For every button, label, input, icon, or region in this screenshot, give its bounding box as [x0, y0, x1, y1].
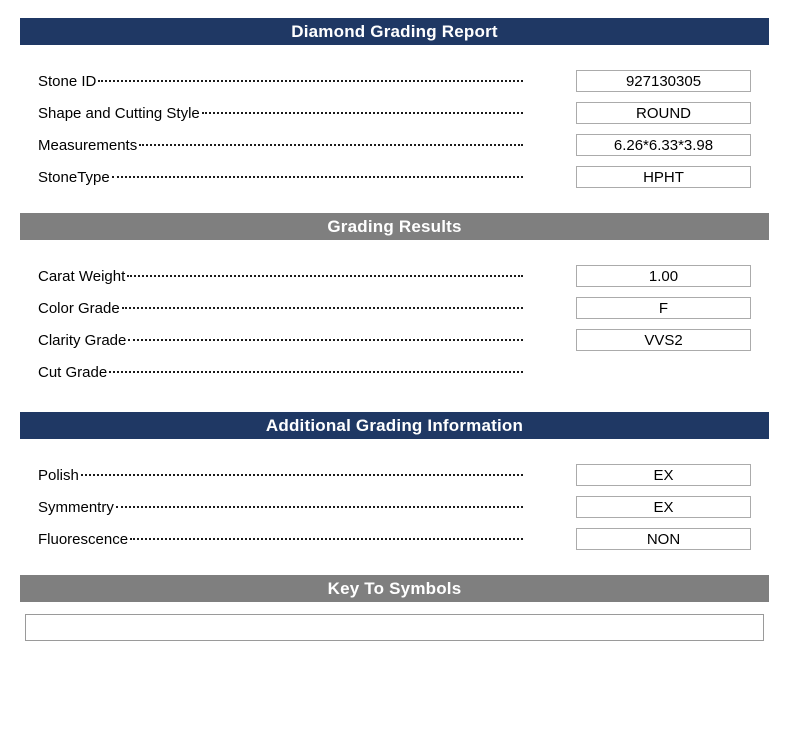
dotted-leader	[98, 80, 523, 82]
additional-grading-section	[20, 439, 769, 563]
section-additional-grading-bar	[20, 412, 769, 439]
report-title: Diamond Grading Report	[291, 21, 498, 41]
dotted-leader	[81, 474, 523, 476]
identification-section	[20, 45, 769, 201]
grading-results-title: Grading Results	[327, 216, 462, 236]
field-row-measurements	[38, 129, 751, 161]
field-row-cut-grade	[38, 356, 751, 388]
field-row-clarity-grade	[38, 324, 751, 356]
fluorescence-value: NON	[576, 528, 751, 550]
stone-id-value: 927130305	[576, 70, 751, 92]
stone-id-label: Stone ID	[38, 72, 97, 90]
polish-value: EX	[576, 464, 751, 486]
field-row-shape	[38, 97, 751, 129]
key-to-symbols-box	[25, 614, 764, 641]
field-row-stone-type	[38, 161, 751, 193]
fluorescence-label: Fluorescence	[38, 530, 129, 548]
measurements-value: 6.26*6.33*3.98	[576, 134, 751, 156]
field-row-fluorescence	[38, 523, 751, 555]
dotted-leader	[130, 538, 523, 540]
section-grading-results-bar	[20, 213, 769, 240]
color-grade-label: Color Grade	[38, 299, 120, 317]
dotted-leader	[122, 307, 523, 309]
stone-type-value: HPHT	[576, 166, 751, 188]
field-row-symmetry	[38, 491, 751, 523]
stone-type-label: StoneType	[38, 168, 110, 186]
field-row-carat-weight	[38, 260, 751, 292]
measurements-label: Measurements	[38, 136, 138, 154]
grading-results-section	[20, 240, 769, 396]
additional-grading-title: Additional Grading Information	[265, 415, 524, 435]
key-to-symbols-title: Key To Symbols	[327, 578, 462, 598]
section-key-to-symbols-bar	[20, 575, 769, 602]
clarity-grade-label: Clarity Grade	[38, 331, 127, 349]
shape-value: ROUND	[576, 102, 751, 124]
dotted-leader	[116, 506, 523, 508]
dotted-leader	[128, 339, 523, 341]
field-row-color-grade	[38, 292, 751, 324]
dotted-leader	[112, 176, 523, 178]
dotted-leader	[109, 371, 523, 373]
report-title-bar	[20, 18, 769, 45]
symmetry-value: EX	[576, 496, 751, 518]
shape-label: Shape and Cutting Style	[38, 104, 200, 122]
clarity-grade-value: VVS2	[576, 329, 751, 351]
polish-label: Polish	[38, 466, 79, 484]
dotted-leader	[139, 144, 523, 146]
cut-grade-label: Cut Grade	[38, 363, 108, 381]
field-row-polish	[38, 459, 751, 491]
color-grade-value: F	[576, 297, 751, 319]
carat-weight-label: Carat Weight	[38, 267, 126, 285]
symmetry-label: Symmentry	[38, 498, 114, 516]
dotted-leader	[202, 112, 523, 114]
field-row-stone-id	[38, 65, 751, 97]
dotted-leader	[127, 275, 523, 277]
carat-weight-value: 1.00	[576, 265, 751, 287]
